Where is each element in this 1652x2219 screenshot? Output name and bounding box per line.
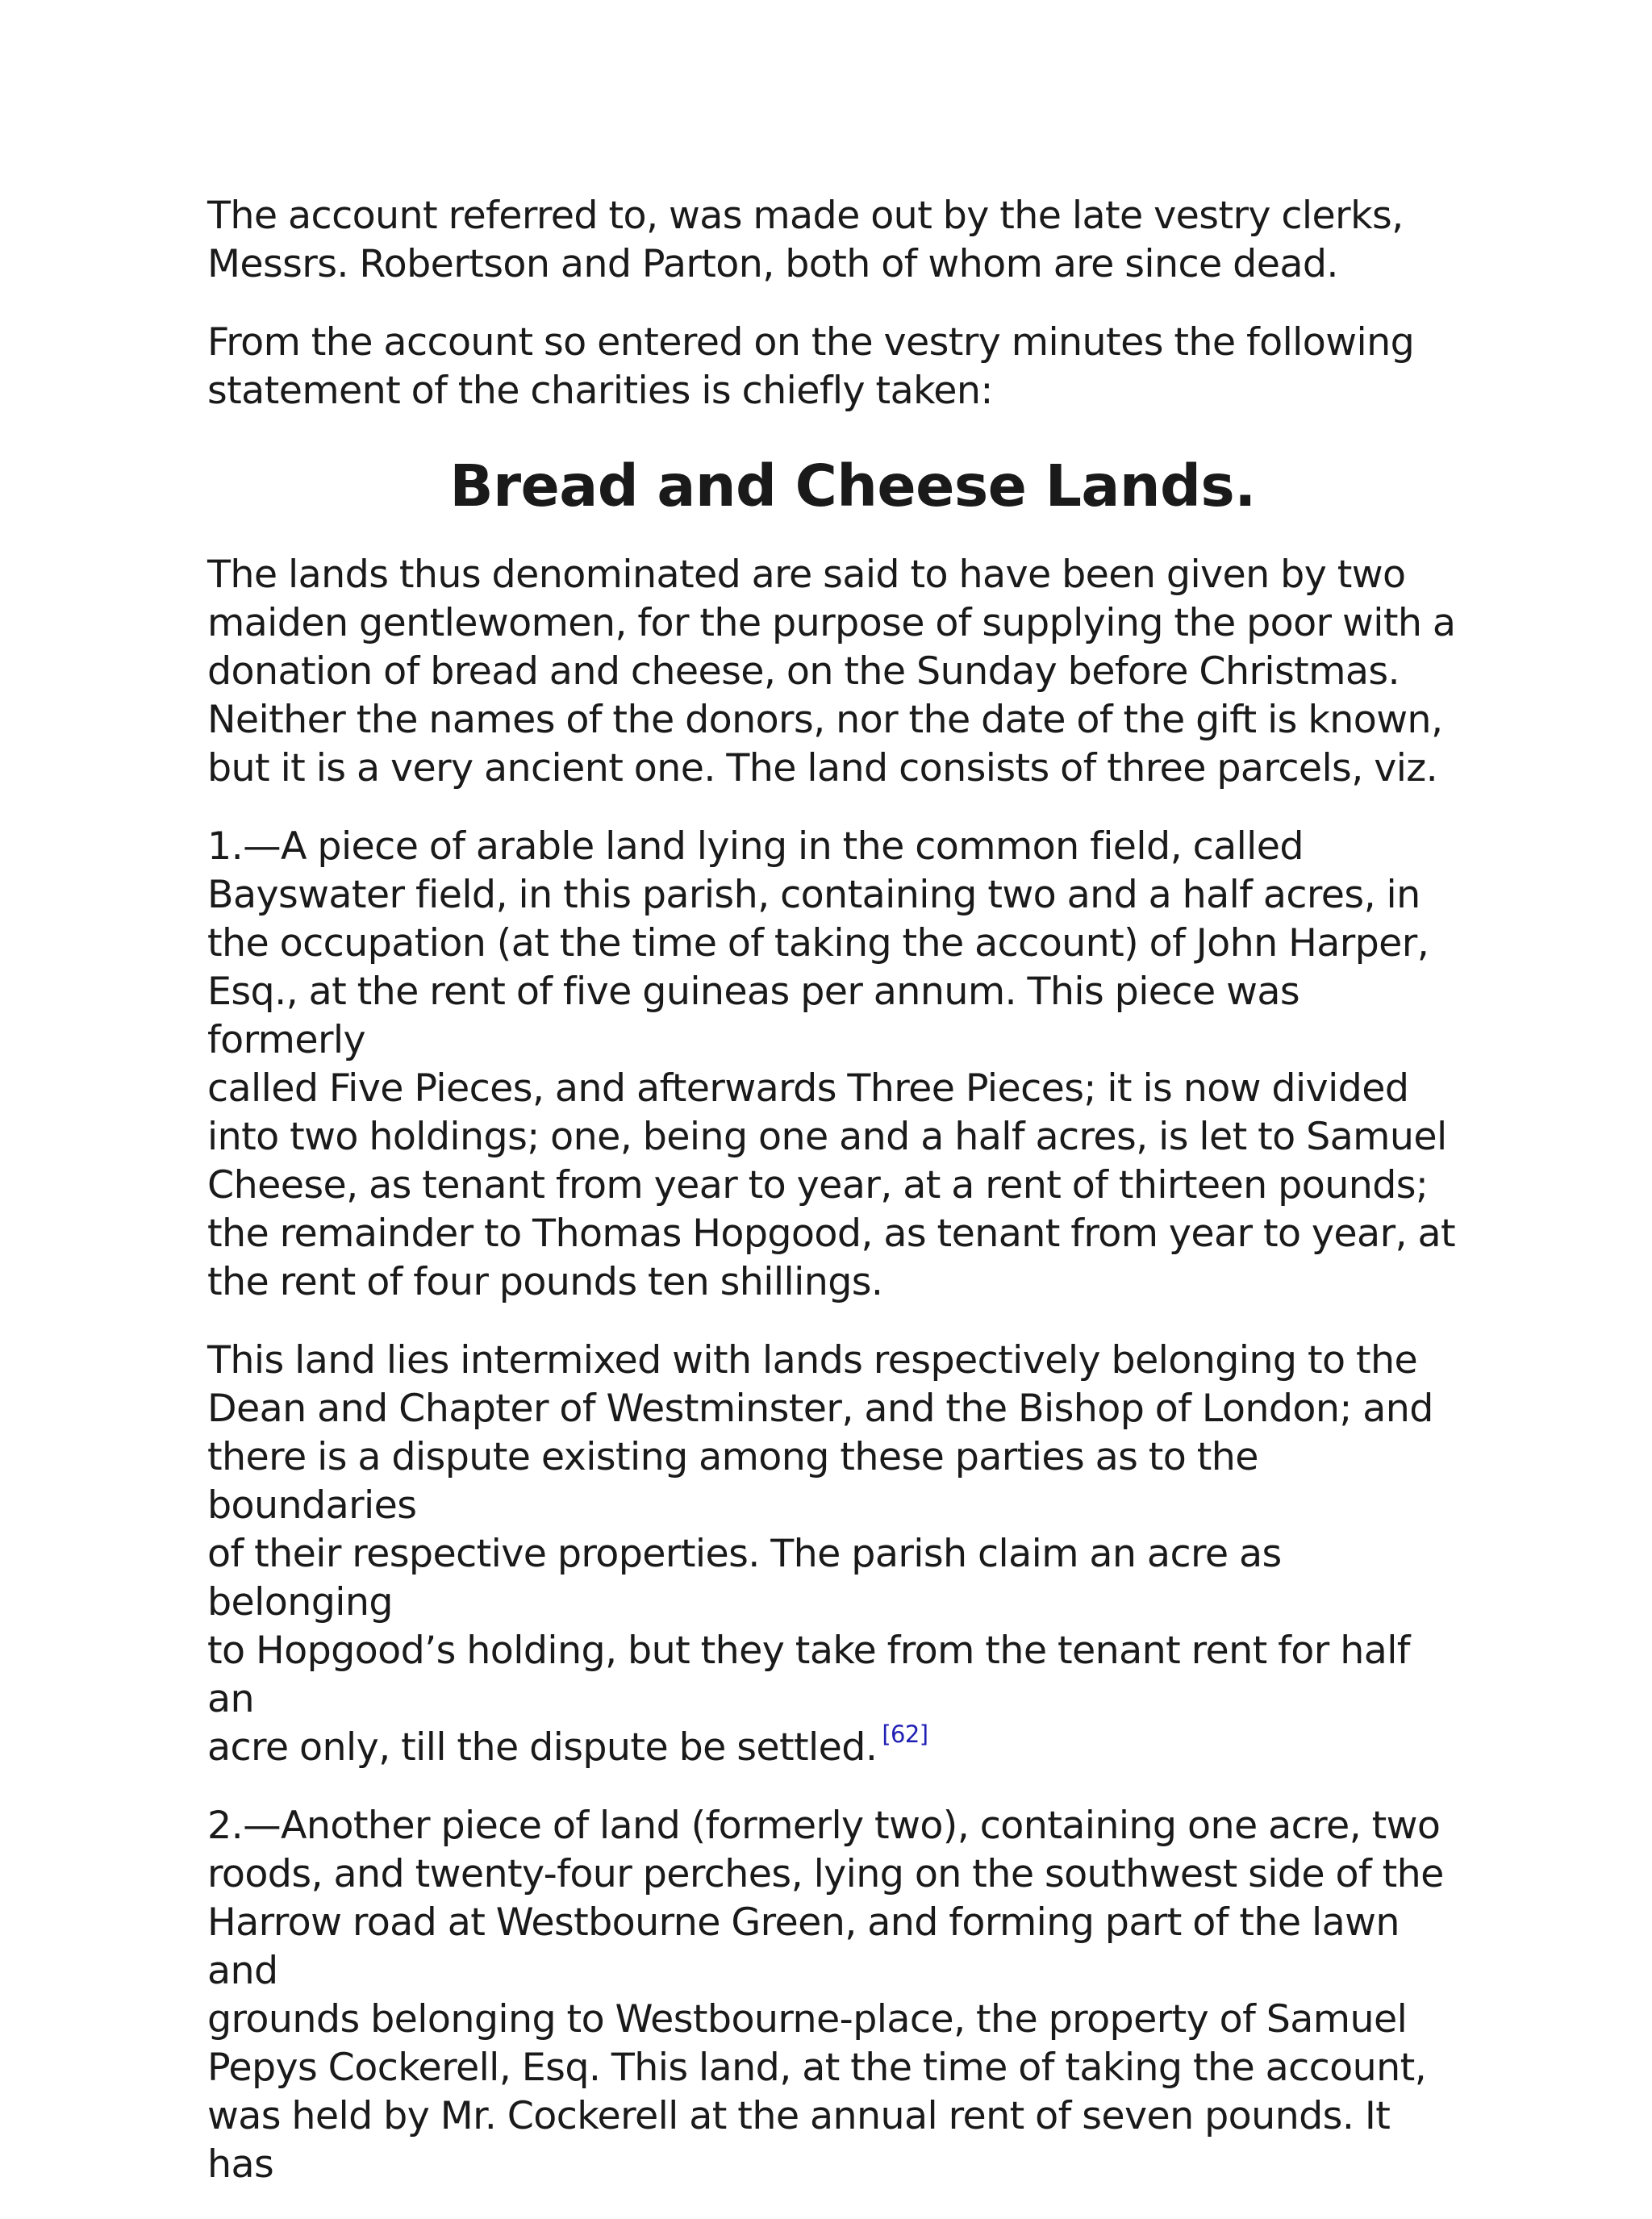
paragraph-statement-of-charities: From the account so entered on the vestry minutes the following statement of the charities is chiefly taken: — [207, 320, 1415, 413]
paragraph-parcel-one: 1.—A piece of arable land lying in the common field, called Bayswater field, in this parish, containing two and a half acres, in the occupation (at the time of taking the account) of John Harper, Esq., at the rent of five guineas per annum. This piece was formerly called Five Pieces, and afterwards Three Pieces; it is now divided into two holdings; one, being one and a half acres, is let to Samuel Cheese, as tenant from year to year, at a rent of thirteen pounds; the remainder to Thomas Hopgood, as tenant from year to year, at the rent of four pounds ten shillings. — [207, 824, 1456, 1304]
document-page — [207, 192, 1466, 2219]
paragraph-account-referred: The account referred to, was made out by the late vestry clerks, Messrs. Robertson and Parton, both of whom are since dead. — [207, 194, 1404, 286]
footnote-link-62[interactable]: [62] — [882, 1721, 928, 1748]
paragraph-parcel-two: 2.—Another piece of land (formerly two), containing one acre, two roods, and twenty-four perches, lying on the southwest side of the Harrow road at Westbourne Green, and forming part of the lawn and grounds belonging to Westbourne-place, the property of Samuel Pepys Cockerell, Esq. This land, at the time of taking the account, was held by Mr. Cockerell at the annual rent of seven pounds. It has — [207, 1804, 1444, 2187]
paragraph-intermixed-lands — [207, 1337, 1466, 1772]
paragraph-lands-denominated: The lands thus denominated are said to have been given by two maiden gentlewomen, for the purpose of supplying the poor with a donation of bread and cheese, on the Sunday before Christmas. Neither the names of the donors, nor the date of the gift is known, but it is a very ancient one. The land consists of three parcels, viz. — [207, 553, 1456, 790]
paragraph-intermixed-lands-text: This land lies intermixed with lands respectively belonging to the Dean and Chapter of Westminster, and the Bishop of London; and there is a dispute existing among these parties as to the boundaries of their respective properties. The parish claim an acre as belonging to Hopgood’s holding, but they take from the tenant rent for half an acre only, till the dispute be settled. — [207, 1338, 1433, 1770]
section-heading: Bread and Cheese Lands. — [449, 453, 1256, 519]
